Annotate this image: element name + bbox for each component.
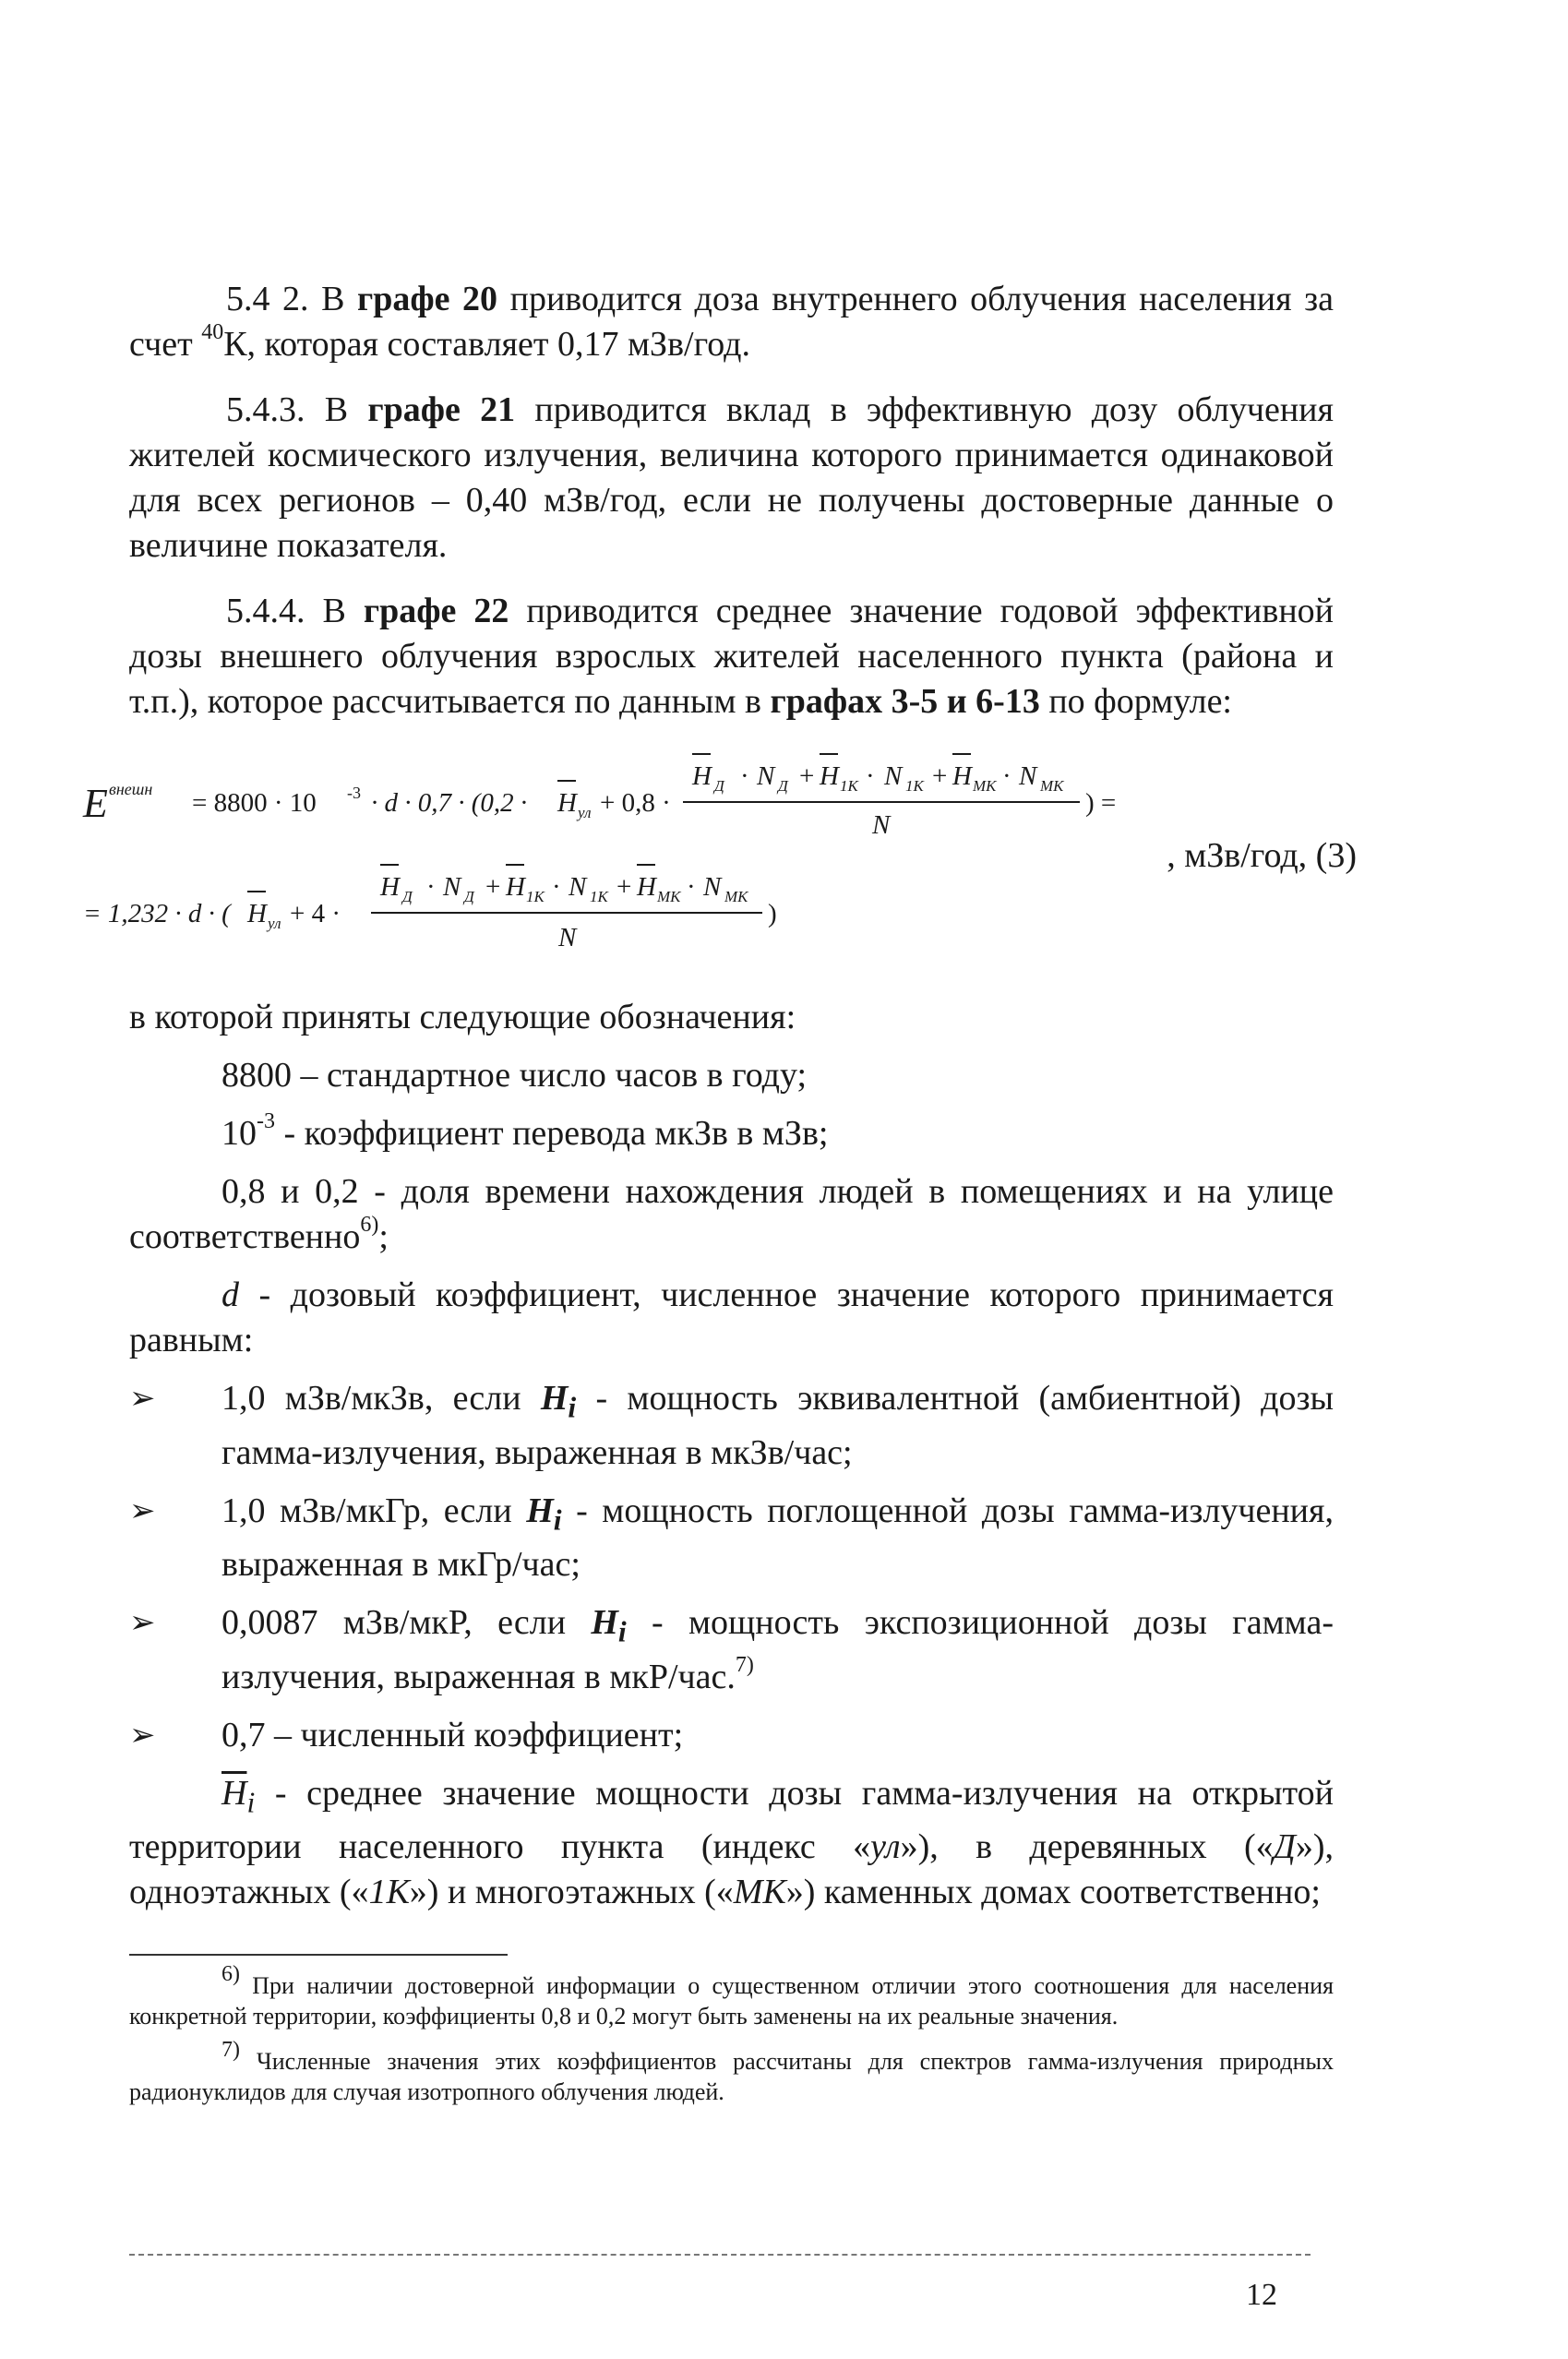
def-text: 0,8 и 0,2 - доля времени нахождения людей в помещениях и на улице соответственно xyxy=(129,1172,1334,1256)
footnote-divider xyxy=(129,1954,508,1956)
formula-close: ) xyxy=(768,899,777,928)
def-exp: -3 xyxy=(257,1109,275,1134)
paragraph-text: по формуле: xyxy=(1039,682,1232,721)
def-symbol: d xyxy=(221,1275,239,1314)
formula-plus: + xyxy=(932,761,948,791)
symbol-sub: i xyxy=(617,1615,627,1648)
paragraph-5-4-4 xyxy=(129,589,1334,724)
formula-graphic xyxy=(83,741,1292,972)
formula-exp: -3 xyxy=(347,784,361,802)
definition-10e-3 xyxy=(129,1111,1334,1156)
symbol-sub: i xyxy=(553,1503,562,1537)
formula-N: N xyxy=(443,872,461,902)
bullet-item xyxy=(129,1376,1334,1476)
formula-op: + 0,8 · xyxy=(600,788,671,818)
paragraph-text: приводится среднее значение годовой эффективной дозы внешнего облучения взрослых жителей населенного пункта (района и т.п.), которое рассчитывается по данным в xyxy=(129,592,1334,721)
formula-H: H xyxy=(380,872,400,902)
definitions-intro: в которой приняты следующие обозначения: xyxy=(129,998,796,1036)
paragraph-5-4-3 xyxy=(129,388,1334,569)
formula-sub: МК xyxy=(657,888,681,905)
formula-lhs-sup: внешн xyxy=(109,780,153,798)
symbol-H: H xyxy=(540,1379,569,1418)
formula-const: = 8800 · 10 xyxy=(192,788,317,818)
definition-d xyxy=(129,1273,1334,1363)
formula-sub: 1К xyxy=(526,888,545,905)
symbol-H: $\overline{H}$ xyxy=(221,1773,247,1813)
bullet-item xyxy=(129,1489,1334,1588)
formula-H: H xyxy=(820,761,839,791)
formula-coef: · d · 0,7 · (0,2 · xyxy=(371,788,528,818)
formula-N: N xyxy=(703,872,722,902)
formula-sub: Д xyxy=(464,888,474,905)
formula-sub: Д xyxy=(778,777,788,795)
bullet-text-part: - мощность поглощенной дозы гамма-излучения, выраженная в мкГр/час; xyxy=(221,1491,1334,1585)
page-number: 12 xyxy=(1246,2278,1277,2312)
footnote-ref: 7) xyxy=(735,1653,754,1678)
formula-sub: ул xyxy=(578,804,592,821)
formula-plus: + xyxy=(799,761,815,791)
footnote-7 xyxy=(129,2038,1334,2107)
def-text: ») каменных домах соответственно; xyxy=(785,1873,1321,1912)
bullet-text-part: - мощность экспозиционной дозы гамма-излучения, выраженная в мкР/час. xyxy=(221,1603,1334,1696)
definitions xyxy=(129,995,1334,1928)
formula-dot: · xyxy=(552,872,561,902)
footnote-ref: 6) xyxy=(360,1213,379,1238)
bullet-text xyxy=(221,1600,1334,1700)
formula-N: N xyxy=(757,761,775,791)
formula-N: N xyxy=(872,810,891,840)
paragraph-text: приводится доза внутреннего облучения населения за счет xyxy=(129,280,1334,364)
graph-ref: графе 22 xyxy=(363,592,509,630)
formula-dot: · xyxy=(1002,761,1011,791)
formula-unit: , мЗв/год, (3) xyxy=(1167,836,1357,875)
index-ul: ул xyxy=(870,1827,901,1867)
formula-dot: · xyxy=(426,872,436,902)
formula-N: N xyxy=(1019,761,1037,791)
index-d: Д xyxy=(1273,1827,1296,1867)
def-symbol: 10 xyxy=(221,1114,257,1153)
formula-H: H xyxy=(952,761,972,791)
symbol-H: H xyxy=(526,1491,554,1530)
def-text: »), в деревянных (« xyxy=(900,1827,1274,1867)
formula-close: ) = xyxy=(1085,788,1117,818)
formula-sub: Д xyxy=(714,777,724,795)
section-number: 5.4 2. В xyxy=(226,280,357,318)
formula-H: H xyxy=(506,872,525,902)
footnote-text: При наличии достоверной информации о существенном отличии этого соотношения для населения конкретной территории, коэффициенты 0,8 и 0,2 могут быть заменены на их реальные значения. xyxy=(129,1972,1334,2030)
bullet-text-part: 1,0 мЗв/мкЗв, если xyxy=(221,1379,541,1418)
footnotes xyxy=(129,1962,1334,2122)
formula-N: N xyxy=(558,923,577,952)
footnote-mark: 6) xyxy=(221,1962,240,1987)
footnote-mark: 7) xyxy=(221,2038,240,2063)
formula-plus: + xyxy=(485,872,501,902)
graphs-ref: графах 3-5 и 6-13 xyxy=(770,682,1040,721)
def-text: - коэффициент перевода мкЗв в мЗв; xyxy=(275,1114,829,1153)
body-text xyxy=(129,277,1334,724)
formula-sub: МК xyxy=(724,888,748,905)
formula-plus: + xyxy=(616,872,632,902)
arrow-bullet-icon: ➢ xyxy=(129,1606,156,1641)
formula-lhs: E xyxy=(83,781,108,826)
formula-N: N xyxy=(884,761,903,791)
formula-op: + 4 · xyxy=(290,899,341,928)
bullet-text: 0,7 – численный коэффициент; xyxy=(221,1715,684,1754)
formula-H: H xyxy=(557,788,577,818)
formula-N: N xyxy=(569,872,587,902)
formula-line2: = 1,232 · d · ( xyxy=(83,899,231,928)
definition-08-02 xyxy=(129,1169,1334,1260)
graph-ref: графе 21 xyxy=(367,390,516,429)
paragraph-text: К, которая составляет 0,17 мЗв/год. xyxy=(223,325,750,364)
bullet-item xyxy=(129,1713,1334,1758)
section-number: 5.4.4. В xyxy=(226,592,364,630)
symbol-H: H xyxy=(591,1603,618,1643)
index-1k: 1К xyxy=(368,1873,410,1912)
def-text: - среднее значение мощности дозы гамма-излучения на открытой территории населенного пункта (индекс « xyxy=(129,1773,1334,1867)
section-number: 5.4.3. В xyxy=(226,390,368,429)
formula-sub: МК xyxy=(973,777,997,795)
formula-H: H xyxy=(692,761,712,791)
formula-dot: · xyxy=(687,872,696,902)
arrow-bullet-icon: ➢ xyxy=(129,1718,156,1753)
bullet-text xyxy=(221,1489,1334,1588)
formula-sub: 1К xyxy=(590,888,608,905)
bullet-item xyxy=(129,1600,1334,1700)
def-text: ») и многоэтажных (« xyxy=(409,1873,734,1912)
formula-H: H xyxy=(637,872,656,902)
formula-sub: 1К xyxy=(840,777,858,795)
formula-sub: МК xyxy=(1040,777,1064,795)
arrow-bullet-icon: ➢ xyxy=(129,1382,156,1416)
paragraph-5-4-2 xyxy=(129,277,1334,367)
formula-dot: · xyxy=(740,761,749,791)
formula-sub: ул xyxy=(268,915,281,932)
bullet-text-part: - мощность эквивалентной (амбиентной) дозы гамма-излучения, выраженная в мкЗв/час; xyxy=(221,1379,1334,1472)
definition-8800: 8800 – стандартное число часов в году; xyxy=(221,1056,808,1095)
def-text: ; xyxy=(378,1217,389,1256)
graph-ref: графе 20 xyxy=(356,280,498,318)
formula-sub: Д xyxy=(402,888,413,905)
symbol-sub: i xyxy=(568,1391,577,1424)
bullet-text-part: 1,0 мЗв/мкГр, если xyxy=(221,1491,527,1530)
def-text: - дозовый коэффициент, численное значение которого принимается равным: xyxy=(129,1275,1334,1359)
formula-dot: · xyxy=(866,761,875,791)
bullet-text xyxy=(221,1376,1334,1476)
isotope-mass: 40 xyxy=(201,320,224,345)
arrow-bullet-icon: ➢ xyxy=(129,1493,156,1528)
formula-sub: 1К xyxy=(905,777,924,795)
footnote-text: Численные значения этих коэффициентов рассчитаны для спектров гамма-излучения природных радионуклидов для случая изотропного облучения людей. xyxy=(129,2048,1334,2105)
index-mk: МК xyxy=(733,1873,786,1912)
footnote-6 xyxy=(129,1962,1334,2031)
formula-H: H xyxy=(247,899,267,928)
bottom-divider xyxy=(129,2254,1311,2256)
symbol-sub: i xyxy=(246,1786,256,1819)
formula-3 xyxy=(83,741,1357,972)
paragraph-text: приводится вклад в эффективную дозу облучения жителей космического излучения, величина которого принимается одинаковой для всех регионов – 0,40 мЗв/год, если не получены достоверные данные о величине показателя. xyxy=(129,390,1334,565)
def-text: »), одноэтажных (« xyxy=(129,1827,1334,1912)
bullet-text-part: 0,0087 мЗв/мкР, если xyxy=(221,1603,592,1643)
definition-H-i xyxy=(129,1771,1334,1916)
